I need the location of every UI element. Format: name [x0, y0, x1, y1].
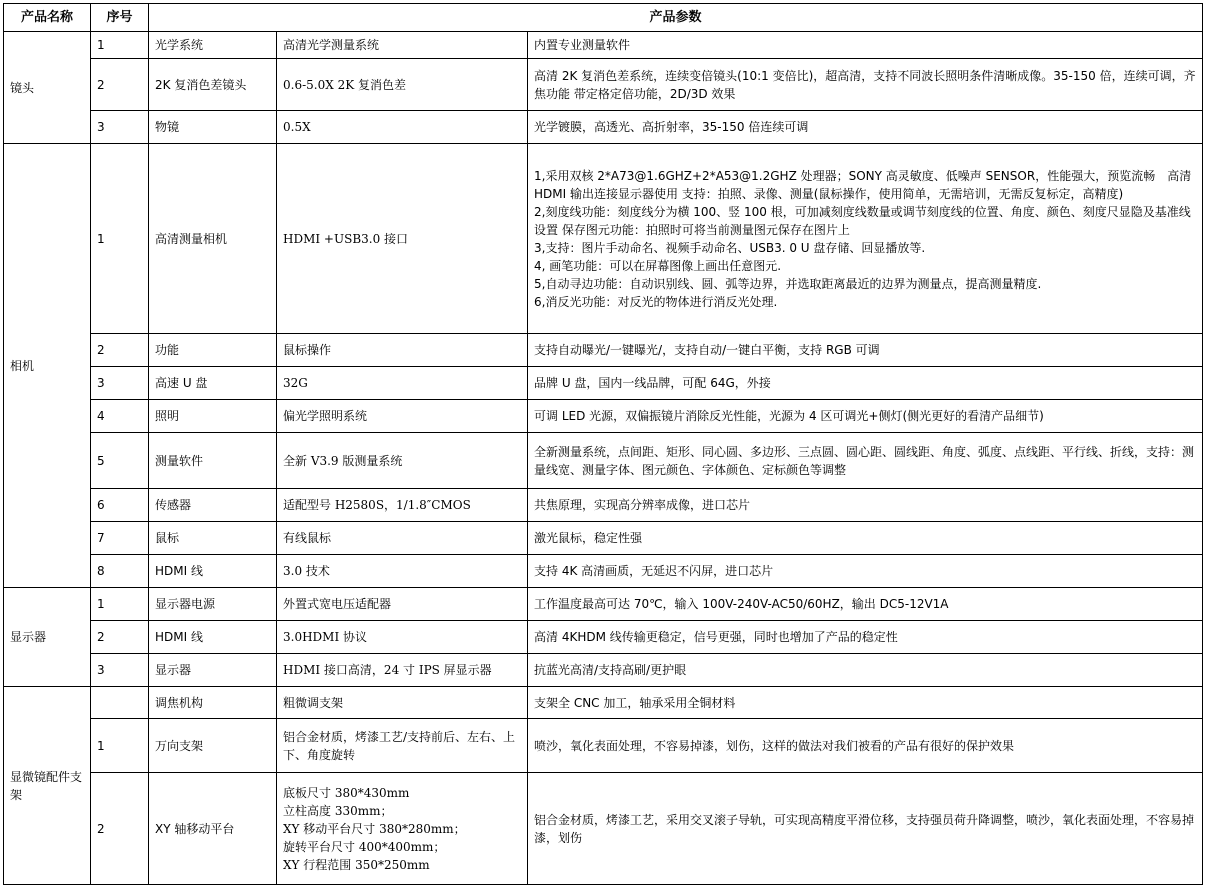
item-spec: HDMI 接口高清，24 寸 IPS 屏显示器 [277, 654, 528, 687]
header-row [4, 4, 1203, 32]
header-serial-no: 序号 [91, 4, 149, 32]
item-desc: 激光鼠标，稳定性强 [528, 522, 1203, 555]
item-desc [528, 144, 1203, 334]
item-spec: 3.0 技术 [277, 555, 528, 588]
row-number: 1 [91, 719, 149, 773]
item-desc: 工作温度最高可达 70℃，输入 100V-240V-AC50/60HZ，输出 DC5-12V1A [528, 588, 1203, 621]
table-row [4, 489, 1203, 522]
item-spec: 有线鼠标 [277, 522, 528, 555]
item-spec: 粗微调支架 [277, 687, 528, 719]
item-spec: 全新 V3.9 版测量系统 [277, 433, 528, 489]
item-desc: 喷沙，氧化表面处理，不容易掉漆，划伤，这样的做法对我们被看的产品有很好的保护效果 [528, 719, 1203, 773]
item-desc: 抗蓝光高清/支持高刷/更护眼 [528, 654, 1203, 687]
spec-line: XY 移动平台尺寸 380*280mm； [283, 821, 466, 836]
row-number: 2 [91, 59, 149, 111]
table-row [4, 400, 1203, 433]
row-number: 1 [91, 588, 149, 621]
table-row [4, 433, 1203, 489]
desc-line: 3,支持：图片手动命名、视频手动命名、USB3. 0 U 盘存储、回显播放等. [534, 240, 926, 255]
item-name: 测量软件 [149, 433, 277, 489]
item-desc: 内置专业测量软件 [528, 32, 1203, 59]
row-number: 3 [91, 654, 149, 687]
row-number: 4 [91, 400, 149, 433]
row-number: 2 [91, 773, 149, 885]
item-name: 光学系统 [149, 32, 277, 59]
row-number: 5 [91, 433, 149, 489]
item-spec: HDMI +USB3.0 接口 [277, 144, 528, 334]
table-row [4, 719, 1203, 773]
item-name: 高速 U 盘 [149, 367, 277, 400]
table-row [4, 334, 1203, 367]
item-spec: 3.0HDMI 协议 [277, 621, 528, 654]
desc-line: 1,采用双核 2*A73@1.6GHZ+2*A53@1.2GHZ 处理器；SONY 高灵敏度、低噪声 SENSOR，性能强大，预览流畅 高清 HDMI 输出连接显示器使用 支持：拍照、录像、测量(鼠标操作，使用简单，无需培训，无需反复标定，高精度) [534, 168, 1196, 201]
item-spec: 32G [277, 367, 528, 400]
desc-line: 6,消反光功能：对反光的物体进行消反光处理. [534, 294, 778, 309]
product-spec-table [3, 3, 1203, 885]
row-number: 6 [91, 489, 149, 522]
item-name: 传感器 [149, 489, 277, 522]
item-name: 高清测量相机 [149, 144, 277, 334]
row-number: 8 [91, 555, 149, 588]
spec-line: 底板尺寸 380*430mm [283, 785, 410, 800]
table-row [4, 59, 1203, 111]
desc-line: 4, 画笔功能：可以在屏幕图像上画出任意图元. [534, 258, 782, 273]
item-name: 显示器 [149, 654, 277, 687]
item-name: 照明 [149, 400, 277, 433]
item-desc: 支架全 CNC 加工，轴承采用全铜材料 [528, 687, 1203, 719]
item-spec: 0.5X [277, 111, 528, 144]
row-number: 1 [91, 32, 149, 59]
table-row [4, 32, 1203, 59]
item-name: 显示器电源 [149, 588, 277, 621]
table-row [4, 111, 1203, 144]
category-lens: 镜头 [4, 32, 91, 144]
item-spec: 偏光学照明系统 [277, 400, 528, 433]
item-name: 调焦机构 [149, 687, 277, 719]
spec-line: 立柱高度 330mm； [283, 803, 393, 818]
item-spec [277, 773, 528, 885]
table-row [4, 555, 1203, 588]
desc-line: 5,自动寻边功能：自动识别线、圆、弧等边界，并选取距离最近的边界为测量点，提高测量精度. [534, 276, 1042, 291]
item-desc: 高清 2K 复消色差系统，连续变倍镜头(10:1 变倍比)，超高清，支持不同波长照明条件清晰成像。35-150 倍，连续可调，齐焦功能 带定格定倍功能，2D/3D 效果 [528, 59, 1203, 111]
table-row [4, 522, 1203, 555]
item-name: 鼠标 [149, 522, 277, 555]
item-name: HDMI 线 [149, 621, 277, 654]
item-desc: 支持 4K 高清画质，无延迟不闪屏，进口芯片 [528, 555, 1203, 588]
item-name: HDMI 线 [149, 555, 277, 588]
row-number: 2 [91, 621, 149, 654]
spec-line: XY 行程范围 350*250mm [283, 857, 430, 872]
item-name: 物镜 [149, 111, 277, 144]
desc-line: 2,刻度线功能：刻度线分为横 100、竖 100 根，可加减刻度线数量或调节刻度线的位置、角度、颜色、刻度尺显隐及基准线设置 保存图元功能：拍照时可将当前测量图元保存在图片上 [534, 204, 1191, 237]
item-name: 2K 复消色差镜头 [149, 59, 277, 111]
row-number: 7 [91, 522, 149, 555]
item-desc: 可调 LED 光源，双偏振镜片消除反光性能，光源为 4 区可调光+侧灯(侧光更好的看清产品细节) [528, 400, 1203, 433]
category-camera: 相机 [4, 144, 91, 588]
item-desc: 光学镀膜，高透光、高折射率，35-150 倍连续可调 [528, 111, 1203, 144]
item-spec: 高清光学测量系统 [277, 32, 528, 59]
row-number: 3 [91, 111, 149, 144]
item-desc: 共焦原理，实现高分辨率成像，进口芯片 [528, 489, 1203, 522]
header-product-name: 产品名称 [4, 4, 91, 32]
item-desc: 品牌 U 盘，国内一线品牌，可配 64G，外接 [528, 367, 1203, 400]
item-spec: 外置式宽电压适配器 [277, 588, 528, 621]
table-row [4, 144, 1203, 334]
table-row [4, 687, 1203, 719]
item-name: 万向支架 [149, 719, 277, 773]
item-spec: 铝合金材质，烤漆工艺/支持前后、左右、上下、角度旋转 [277, 719, 528, 773]
table-row [4, 588, 1203, 621]
spec-line: 旋转平台尺寸 400*400mm； [283, 839, 446, 854]
item-spec: 0.6-5.0X 2K 复消色差 [277, 59, 528, 111]
item-desc: 支持自动曝光/一键曝光/，支持自动/一键白平衡，支持 RGB 可调 [528, 334, 1203, 367]
item-desc: 铝合金材质，烤漆工艺，采用交叉滚子导轨，可实现高精度平滑位移，支持强员荷升降调整，喷沙，氧化表面处理，不容易掉漆，划伤 [528, 773, 1203, 885]
category-microscope-stand: 显微镜配件支架 [4, 687, 91, 885]
table-row [4, 621, 1203, 654]
row-number: 2 [91, 334, 149, 367]
header-product-params: 产品参数 [149, 4, 1203, 32]
item-spec: 鼠标操作 [277, 334, 528, 367]
row-number [91, 687, 149, 719]
row-number: 1 [91, 144, 149, 334]
item-desc: 高清 4KHDM 线传输更稳定，信号更强，同时也增加了产品的稳定性 [528, 621, 1203, 654]
item-spec: 适配型号 H2580S，1/1.8″CMOS [277, 489, 528, 522]
item-name: 功能 [149, 334, 277, 367]
table-row [4, 367, 1203, 400]
table-row [4, 654, 1203, 687]
item-name: XY 轴移动平台 [149, 773, 277, 885]
item-desc: 全新测量系统，点间距、矩形、同心圆、多边形、三点圆、圆心距、圆线距、角度、弧度、点线距、平行线、折线，支持：测量线宽、测量字体、图元颜色、字体颜色、定标颜色等调整 [528, 433, 1203, 489]
category-monitor: 显示器 [4, 588, 91, 687]
row-number: 3 [91, 367, 149, 400]
table-row [4, 773, 1203, 885]
